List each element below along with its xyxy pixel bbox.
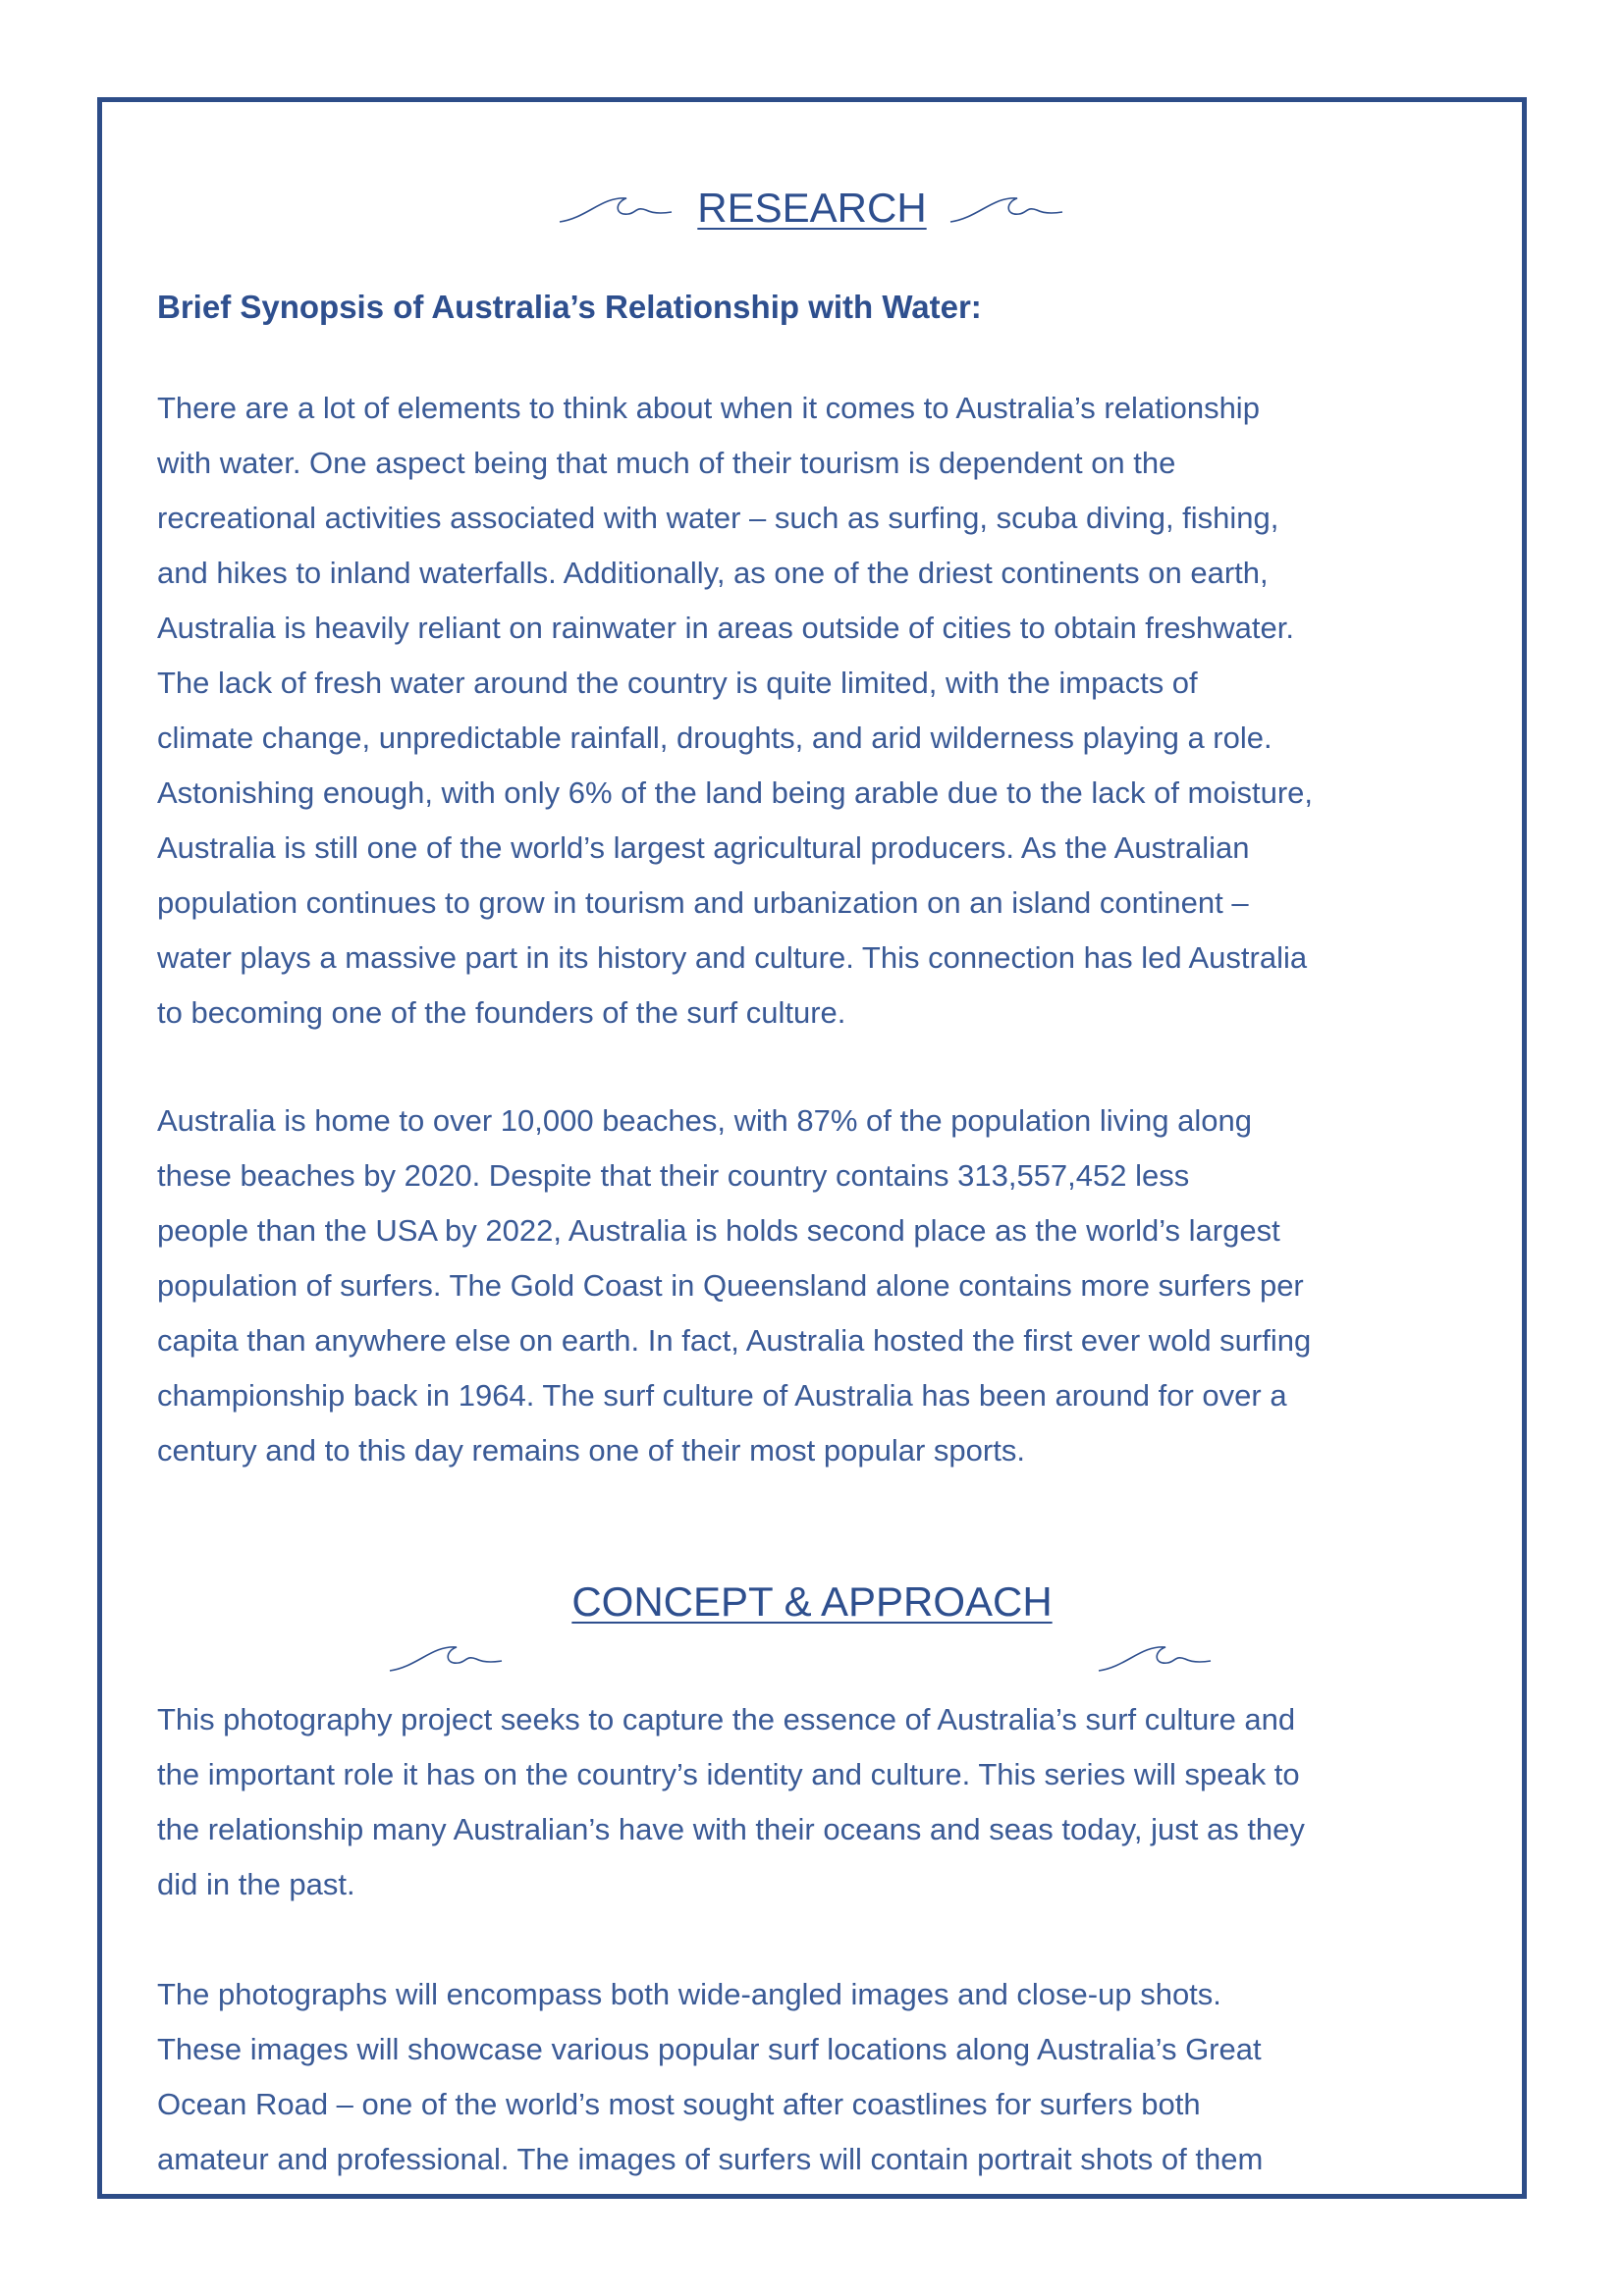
text-line: There are a lot of elements to think about when it comes to Australia’s relationship (157, 391, 1260, 425)
text-line: Astonishing enough, with only 6% of the land being arable due to the lack of moisture, (157, 775, 1314, 810)
text-line: the important role it has on the country’s identity and culture. This series will speak to (157, 1757, 1300, 1791)
text-line: people than the USA by 2022, Australia is holds second place as the world’s largest (157, 1213, 1280, 1248)
wave-icon (1092, 1637, 1219, 1677)
text-line: to becoming one of the founders of the surf culture. (157, 995, 846, 1030)
concept-title: CONCEPT & APPROACH (571, 1578, 1053, 1625)
text-line: Ocean Road – one of the world’s most sought after coastlines for surfers both (157, 2087, 1201, 2121)
text-line: championship back in 1964. The surf culture of Australia has been around for over a (157, 1378, 1287, 1413)
research-paragraph-1 (157, 381, 1492, 1041)
synopsis-subheading: Brief Synopsis of Australia’s Relationship with Water: (157, 289, 982, 325)
text-line: with water. One aspect being that much of their tourism is dependent on the (157, 446, 1176, 480)
wave-icon (948, 188, 1066, 228)
concept-paragraph-2 (157, 1967, 1492, 2187)
text-line: recreational activities associated with water – such as surfing, scuba diving, fishing, (157, 501, 1279, 535)
text-line: amateur and professional. The images of surfers will contain portrait shots of them (157, 2142, 1264, 2176)
research-paragraph-2 (157, 1094, 1492, 1478)
text-line: capita than anywhere else on earth. In fact, Australia hosted the first ever wold surfing (157, 1323, 1312, 1358)
text-line: and hikes to inland waterfalls. Additionally, as one of the driest continents on earth, (157, 556, 1269, 590)
text-line: population of surfers. The Gold Coast in Queensland alone contains more surfers per (157, 1268, 1304, 1303)
text-line: these beaches by 2020. Despite that their country contains 313,557,452 less (157, 1158, 1190, 1193)
text-line: Australia is heavily reliant on rainwater in areas outside of cities to obtain freshwater. (157, 611, 1294, 645)
text-line: did in the past. (157, 1867, 355, 1901)
text-line: This photography project seeks to capture the essence of Australia’s surf culture and (157, 1702, 1296, 1736)
text-line: Australia is home to over 10,000 beaches, with 87% of the population living along (157, 1103, 1252, 1138)
wave-icon (383, 1637, 511, 1677)
text-line: climate change, unpredictable rainfall, droughts, and arid wilderness playing a role. (157, 721, 1272, 755)
text-line: The lack of fresh water around the country is quite limited, with the impacts of (157, 666, 1198, 700)
concept-paragraph-1 (157, 1692, 1492, 1912)
text-line: Australia is still one of the world’s largest agricultural producers. As the Australian (157, 830, 1250, 865)
research-heading-row (0, 185, 1624, 232)
text-line: The photographs will encompass both wide-angled images and close-up shots. (157, 1977, 1221, 2011)
text-line: water plays a massive part in its history and culture. This connection has led Australia (157, 940, 1308, 975)
text-line: These images will showcase various popular surf locations along Australia’s Great (157, 2032, 1262, 2066)
text-line: population continues to grow in tourism and urbanization on an island continent – (157, 885, 1249, 920)
text-line: century and to this day remains one of their most popular sports. (157, 1433, 1025, 1468)
text-line: the relationship many Australian’s have with their oceans and seas today, just as they (157, 1812, 1305, 1846)
wave-icon (558, 188, 676, 228)
concept-heading-row (0, 1578, 1624, 1626)
research-title: RESEARCH (697, 185, 927, 231)
